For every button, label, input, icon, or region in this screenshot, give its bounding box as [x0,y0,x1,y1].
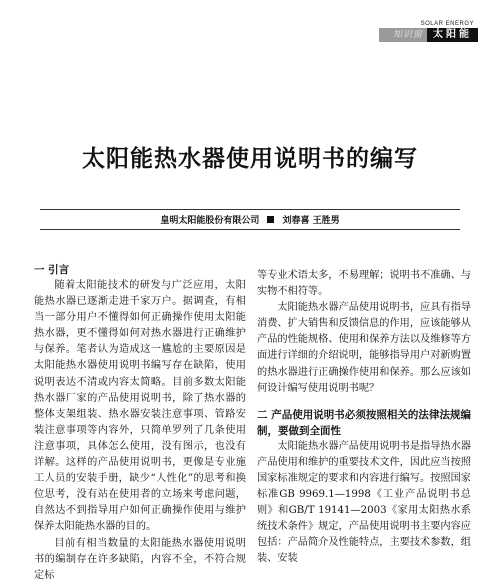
right-column [257,268,471,568]
journal-english-name: SOLAR ENERGY [420,21,474,27]
paragraph: 等专业术语太多，不易理解；说明书不准确、与实物不相符等。 [257,270,471,298]
paragraph: 太阳能热水器产品使用说明书是指导热水器产品使用和维护的重要技术文件，因此应当按照国家标准规定的要求和内容进行编写。按照国家标准GB 9969.1—1998《工业产品说明书总则》和GB/T 19141—2003《家用太阳热水系统技术条件》规定，产品使用说明书主要内容应包括：产品简介及性能特点，主要技术参数，组装、安装 [257,440,471,565]
journal-header-bar [379,28,478,42]
left-column [34,262,246,584]
paragraph: 目前有相当数量的太阳能热水器使用说明书的编制存在许多缺陷，内容不全，不符合规定标 [34,537,246,581]
paragraph: 太阳能热水器产品使用说明书，应具有指导消费、扩大销售和反馈信息的作用，应该能够从产品的性能规格、使用和保养方法以及维修等方面进行详细的介绍说明，能够指导用户对新购置的热水器进行正确操作使用和保养。那么应该如何设计编写使用说明书呢？ [257,302,471,394]
byline [40,209,460,230]
section-heading-two: 二 产品使用说明书必须按照相关的法律法规编制，要做到全面性 [257,408,471,437]
journal-name: 太阳能 [427,28,478,42]
separator-square-icon [267,216,274,223]
affiliation: 皇明太阳能股份有限公司 [160,216,260,226]
section-heading-intro: 一 引言 [34,264,70,276]
section-label: 知识窗 [379,28,427,42]
authors: 刘春喜 王胜男 [282,216,340,226]
paragraph: 随着太阳能技术的研发与广泛应用，太阳能热水器已逐渐走进千家万户。据调查，有相当一部分用户不懂得如何正确操作使用太阳能热水器，更不懂得如何对热水器进行正确维护与保养。笔者认为造成这一尴尬的主要原因是太阳能热水器使用说明书编写存在缺陷，使用说明表达不清或内容太简略。目前多数太阳能热水器厂家的产品使用说明书，除了热水器的整体支架组装、热水器安装注意事项、管路安装注意事项等内容外，只简单罗列了几条使用注意事项，具体怎么使用，没有图示，也没有详解。这样的产品使用说明书，更像是专业施工人员的安装手册，缺少“人性化”的思考和换位思考，没有站在使用者的立场来考虑问题，自然达不到指导用户如何正确操作使用与维护保养太阳能热水器的目的。 [34,280,246,533]
article-title: 太阳能热水器使用说明书的编写 [82,146,418,172]
